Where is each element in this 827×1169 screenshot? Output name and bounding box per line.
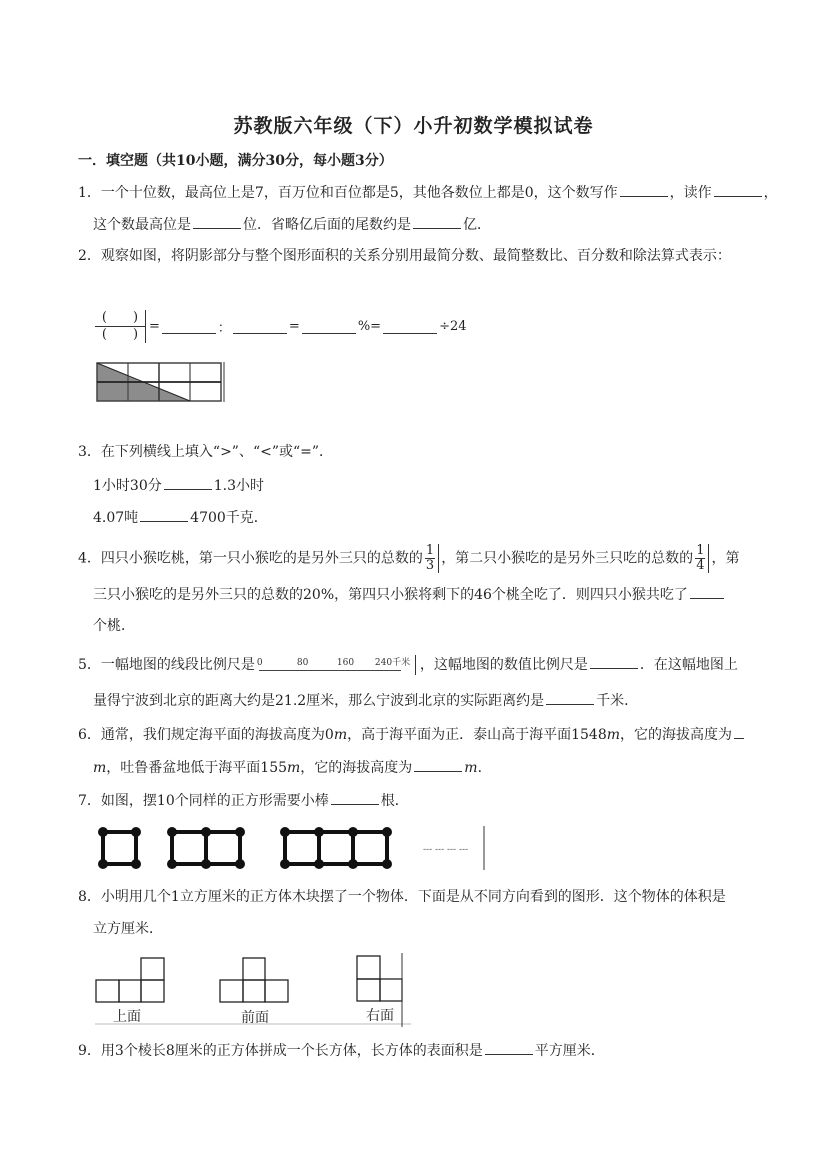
denominator: 4 [696,558,705,573]
q5-text-b: ，这幅地图的数值比例尺是 [419,657,588,673]
q1-text-b: ，读作 [669,185,712,201]
unit-m: m [464,760,478,776]
q3-compare-2 [93,507,268,528]
q5-text-e: 千米． [596,693,639,709]
q6-text-e: ，它的海拔高度为 [300,760,413,776]
equals-sign: = [288,319,300,334]
stick-square [285,832,319,864]
q9-text-a: 9．用3个棱长8厘米的正方体拼成一个长方体，长方体的表面积是 [78,1043,483,1059]
answer-blank[interactable] [714,182,762,197]
answer-blank[interactable] [734,724,744,739]
answer-blank[interactable] [590,654,638,669]
continuation-dots: --- --- --- --- [423,845,469,855]
answer-blank[interactable] [302,319,356,334]
q3-compare-1 [93,475,264,496]
shaded-grid-figure [96,362,226,402]
question-7-text [78,790,409,811]
answer-blank[interactable] [193,214,241,229]
answer-blank[interactable] [620,182,668,197]
ratio-colon: ： [217,321,231,336]
q4-text-c: ，第 [711,550,740,567]
view-label-top: 上面 [113,1009,141,1025]
fraction-one-quarter [695,544,709,573]
q9-text-b: 平方厘米． [534,1043,605,1059]
unit-m: m [93,760,107,776]
view-label-front: 前面 [241,1010,269,1026]
q6-text-f: ． [477,760,492,776]
stick-square [103,832,136,864]
unit-m: m [606,727,621,743]
percent-equals: %= [357,319,382,334]
question-6-line-1 [78,724,746,745]
question-5-line-1 [78,654,738,675]
q3-left-1: 1小时30分 [93,478,162,494]
question-9-text [78,1040,605,1061]
question-1-line-2 [93,214,491,235]
answer-blank[interactable] [413,214,461,229]
q5-text-c: ．在这幅地图上 [639,657,738,673]
stick-square [206,832,240,864]
q4-text-e: 个桃． [93,618,135,634]
answer-blank[interactable] [485,1040,533,1055]
scale-tick-label: 160 [336,658,355,668]
q4-text-b: ，第二只小猴吃的是另外三只吃的总数的 [441,550,694,567]
stick-square [172,832,206,864]
q1-text-e: 位．省略亿后面的尾数约是 [243,217,411,233]
answer-blank[interactable] [164,475,212,490]
unit-m: m [333,727,348,743]
q1-text-c: ， [763,185,778,201]
q3-right-1: 1.3小时 [213,478,264,494]
answer-blank[interactable] [383,319,437,334]
stick-squares-figure [95,826,495,870]
question-3-text: 3．在下列横线上填入“>”、“<”或“=”． [78,444,334,460]
stick-square [319,832,353,864]
divide-24: ÷24 [439,319,467,334]
q6-text-b: ，高于海平面为正．泰山高于海平面1548 [347,727,607,743]
answer-blank[interactable] [414,757,462,772]
answer-blank[interactable] [690,584,724,599]
fraction-one-third [425,544,439,573]
q5-text-d: 量得宁波到北京的距离大约是21.2厘米，那么宁波到北京的实际距离约是 [93,693,545,709]
answer-blank[interactable] [162,319,216,334]
q2-equation [95,310,467,343]
fraction-denominator: ( ) [101,327,139,342]
question-8-line-2: 立方厘米． [93,921,163,937]
page-title: 苏教版六年级（下）小升初数学模拟试卷 [233,115,594,137]
unit-m: m [287,760,301,776]
fraction-numerator: ( ) [95,310,145,327]
question-4-line-2 [93,584,726,605]
denominator: 3 [425,558,435,573]
question-1-line-1 [78,182,778,203]
equals-sign: = [149,319,160,334]
q7-text-b: 根． [380,793,409,809]
stick-square [353,832,387,864]
question-8-line-1: 8．小明用几个1立方厘米的正方体木块摆了一个物体．下面是从不同方向看到的图形．这个物体的体积是 [78,889,726,905]
scale-tick-label: 80 [296,658,309,668]
q1-text-d: 这个数最高位是 [93,217,191,233]
question-2-text: 2．观察如图，将阴影部分与整个图形面积的关系分别用最简分数、最简整数比、百分数和除法算式表示： [78,248,731,264]
fraction-blank[interactable] [95,310,146,343]
q1-text-f: 亿． [463,217,491,233]
numerator: 1 [425,543,435,558]
q3-left-2: 4.07吨 [93,510,139,526]
q3-right-2: 4700千克． [190,510,268,526]
q5-text-a: 5．一幅地图的线段比例尺是 [78,657,255,673]
scale-tick-label: 240千米 [374,658,411,668]
line-scale-bar [255,655,416,675]
numerator: 1 [696,543,705,558]
section-heading: 一．填空题（共10小题，满分30分，每小题3分） [78,153,393,169]
question-4-line-1 [78,544,739,573]
question-5-line-2 [93,690,638,711]
view-label-right: 右面 [366,1008,394,1024]
q4-text-a: 4．四只小猴吃桃，第一只小猴吃的是另外三只的总数的 [78,550,423,567]
q6-text-a: 6．通常，我们规定海平面的海拔高度为0 [78,727,334,743]
answer-blank[interactable] [140,507,188,522]
answer-blank[interactable] [331,790,379,805]
q4-text-d: 三只小猴吃的是另外三只的总数的20%，第四只小猴将剩下的46个桃全吃了．则四只小猴共吃了 [93,587,688,603]
answer-blank[interactable] [546,690,594,705]
q6-text-d: ，吐鲁番盆地低于海平面155 [106,760,288,776]
answer-blank[interactable] [233,319,287,334]
question-6-line-2 [93,757,492,778]
scale-tick-label: 0 [256,658,263,668]
q7-text-a: 7．如图，摆10个同样的正方形需要小棒 [78,793,329,809]
q6-text-c: ，它的海拔高度为 [620,727,733,743]
q1-text-a: 1．一个十位数，最高位上是7，百万位和百位都是5，其他各数位上都是0，这个数写作 [78,185,618,201]
